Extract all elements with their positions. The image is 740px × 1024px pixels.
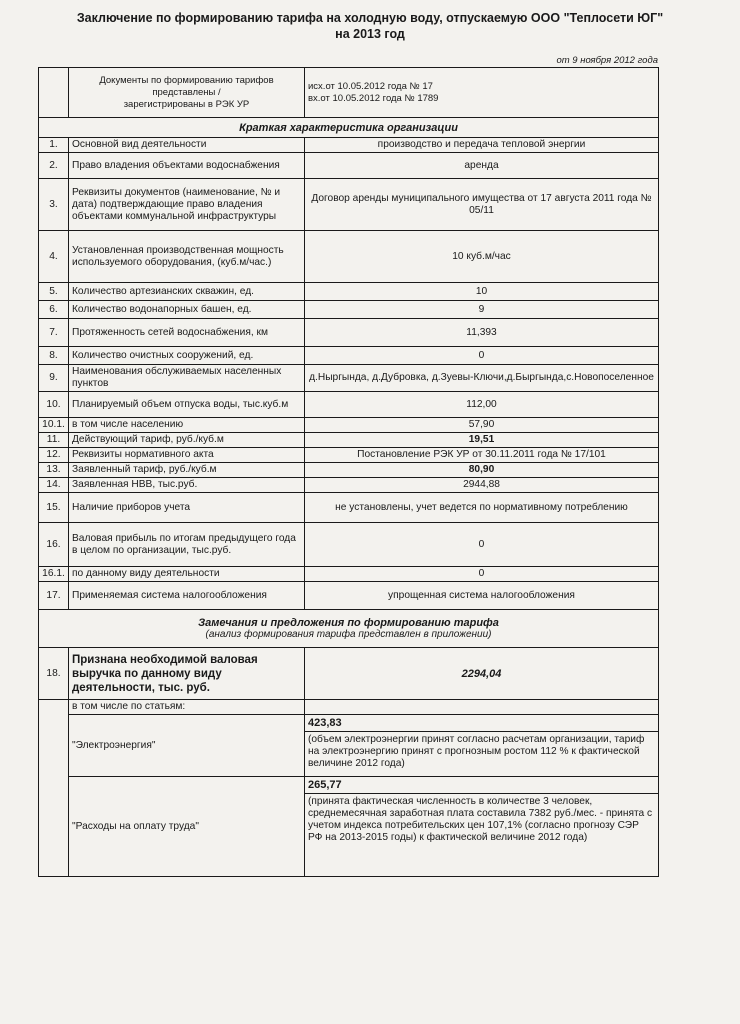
row-label: Признана необходимой валовая выручка по данному виду деятельности, тыс. руб. [69, 648, 305, 700]
table-row [39, 463, 659, 478]
row-value: 2294,04 [305, 648, 659, 700]
article-name: "Электроэнергия" [69, 715, 305, 777]
row-number: 13. [39, 463, 69, 478]
document-title [20, 10, 720, 42]
table-row [39, 567, 659, 582]
row-value: 10 куб.м/час [305, 231, 659, 283]
articles-label-row [39, 700, 659, 715]
section-1-title: Краткая характеристика организации [39, 118, 659, 138]
row-value: д.Ныргында, д.Дубровка, д.Зуевы-Ключи,д.Быргында,с.Новопоселенное [305, 365, 659, 392]
row-number: 10. [39, 392, 69, 418]
row-label: Планируемый объем отпуска воды, тыс.куб.м [69, 392, 305, 418]
table-row [39, 347, 659, 365]
row-value: 2944,88 [305, 478, 659, 493]
row-label: Право владения объектами водоснабжения [69, 153, 305, 179]
row-value: 19,51 [305, 433, 659, 448]
row-value: 11,393 [305, 319, 659, 347]
row-number: 8. [39, 347, 69, 365]
table-row [39, 365, 659, 392]
article-row [39, 715, 659, 777]
table-row [39, 138, 659, 153]
row-number: 16.1. [39, 567, 69, 582]
table-row [39, 153, 659, 179]
docs-label-cell [69, 68, 305, 118]
row-value: 10 [305, 283, 659, 301]
row-number: 12. [39, 448, 69, 463]
table-row [39, 231, 659, 283]
table-row [39, 493, 659, 523]
row-label: Количество водонапорных башен, ед. [69, 301, 305, 319]
row-number: 4. [39, 231, 69, 283]
row-value: 0 [305, 567, 659, 582]
title-line-2: на 2013 год [335, 27, 405, 41]
row-value: 9 [305, 301, 659, 319]
row-value: аренда [305, 153, 659, 179]
section-2-cell [39, 610, 659, 648]
row-label: Наименования обслуживаемых населенных пунктов [69, 365, 305, 392]
row-number: 5. [39, 283, 69, 301]
row-label: Действующий тариф, руб./куб.м [69, 433, 305, 448]
table-row [39, 478, 659, 493]
docs-value-cell [305, 68, 659, 118]
row-number: 17. [39, 582, 69, 610]
article-name: "Расходы на оплату труда" [69, 777, 305, 877]
row-label: Наличие приборов учета [69, 493, 305, 523]
article-amount: 265,77 [305, 777, 658, 794]
article-note: (принята фактическая численность в количестве 3 человек, среднемесячная заработная плата составила 7382 руб./мес. - принята с учетом индекса потребительских цен 107,1% (согласно прогнозу СЭР РФ на 2013-2015 годы) к фактической величине 2012 года) [308, 796, 653, 843]
row-number: 18. [39, 648, 69, 700]
docs-num-cell [39, 68, 69, 118]
row-label: Количество артезианских скважин, ед. [69, 283, 305, 301]
row-number: 11. [39, 433, 69, 448]
row-18 [39, 648, 659, 700]
row-value: производство и передача тепловой энергии [305, 138, 659, 153]
row-value: 57,90 [305, 418, 659, 433]
row-value: 0 [305, 347, 659, 365]
table-row [39, 179, 659, 231]
row-number [39, 700, 69, 877]
docs-label-2: представлены / [152, 86, 221, 98]
title-line-1: Заключение по формированию тарифа на холодную воду, отпускаемую ООО "Теплосети ЮГ" [76, 11, 664, 25]
article-row [39, 777, 659, 877]
table-row [39, 418, 659, 433]
row-value: не установлены, учет ведется по нормативному потреблению [305, 493, 659, 523]
table-row [39, 582, 659, 610]
row-label: Заявленный тариф, руб./куб.м [69, 463, 305, 478]
article-amount: 423,83 [305, 715, 658, 732]
tariff-table [38, 67, 659, 877]
row-label: Валовая прибыль по итогам предыдущего года в целом по организации, тыс.руб. [69, 523, 305, 567]
articles-label-value [305, 700, 659, 715]
section-2-title: Замечания и предложения по формированию тарифа [198, 616, 499, 629]
table-row [39, 319, 659, 347]
row-number: 9. [39, 365, 69, 392]
table-row [39, 392, 659, 418]
section-2-row [39, 610, 659, 648]
row-label: Реквизиты нормативного акта [69, 448, 305, 463]
row-number: 3. [39, 179, 69, 231]
row-number: 7. [39, 319, 69, 347]
table-row [39, 448, 659, 463]
docs-value-2: вх.от 10.05.2012 года № 1789 [308, 92, 439, 104]
row-label: в том числе населению [69, 418, 305, 433]
row-number: 14. [39, 478, 69, 493]
table-row [39, 283, 659, 301]
row-number: 6. [39, 301, 69, 319]
articles-label: в том числе по статьям: [69, 700, 305, 715]
docs-label-1: Документы по формированию тарифов [99, 74, 274, 86]
row-label: Основной вид деятельности [69, 138, 305, 153]
row-number: 15. [39, 493, 69, 523]
row-label: Протяженность сетей водоснабжения, км [69, 319, 305, 347]
docs-row [39, 68, 659, 118]
row-label: Применяемая система налогообложения [69, 582, 305, 610]
row-value: 0 [305, 523, 659, 567]
article-note: (объем электроэнергии принят согласно расчетам организации, тариф на электроэнергию принят с прогнозным ростом 112 % к фактической величине 2012 года) [308, 734, 645, 769]
docs-label-3: зарегистрированы в РЭК УР [123, 98, 250, 110]
row-label: по данному виду деятельности [69, 567, 305, 582]
article-detail [305, 777, 659, 877]
table-row [39, 433, 659, 448]
section-1-row [39, 118, 659, 138]
row-value: 80,90 [305, 463, 659, 478]
row-label: Реквизиты документов (наименование, № и дата) подтверждающие право владения объектами коммунальной инфраструктуры [69, 179, 305, 231]
row-value: Договор аренды муниципального имущества от 17 августа 2011 года № 05/11 [305, 179, 659, 231]
row-number: 2. [39, 153, 69, 179]
row-value: упрощенная система налогообложения [305, 582, 659, 610]
article-detail [305, 715, 659, 777]
row-number: 16. [39, 523, 69, 567]
row-number: 10.1. [39, 418, 69, 433]
table-row [39, 301, 659, 319]
table-row [39, 523, 659, 567]
document-date: от 9 ноября 2012 года [556, 55, 658, 66]
row-value: 112,00 [305, 392, 659, 418]
section-2-subtitle: (анализ формирования тарифа представлен в приложении) [205, 628, 492, 640]
row-number: 1. [39, 138, 69, 153]
row-label: Установленная производственная мощность используемого оборудования, (куб.м/час.) [69, 231, 305, 283]
docs-value-1: исх.от 10.05.2012 года № 17 [308, 80, 433, 92]
row-value: Постановление РЭК УР от 30.11.2011 года № 17/101 [305, 448, 659, 463]
row-label: Количество очистных сооружений, ед. [69, 347, 305, 365]
row-label: Заявленная НВВ, тыс.руб. [69, 478, 305, 493]
